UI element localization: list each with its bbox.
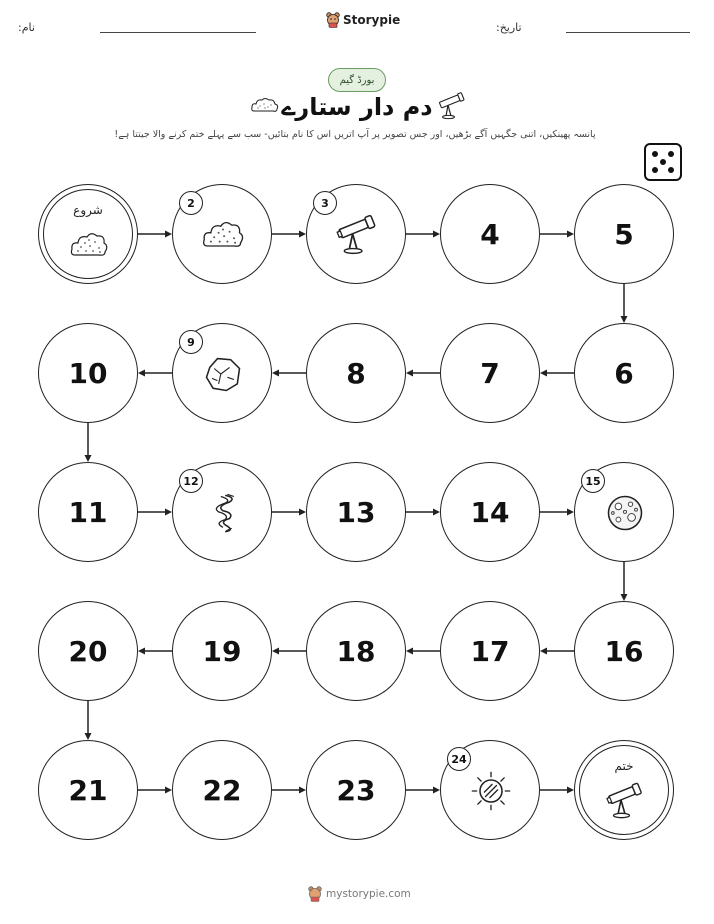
- arrow-head: [138, 648, 145, 655]
- bear-icon: [308, 886, 322, 902]
- space-number: 16: [604, 634, 644, 668]
- start-label: شروع: [73, 203, 103, 217]
- space-number: 5: [614, 217, 634, 251]
- arrow-head: [138, 370, 145, 377]
- arrow-head: [272, 370, 279, 377]
- space-number-badge: 3: [313, 191, 337, 215]
- footer: [308, 886, 411, 902]
- board-space-15[interactable]: [574, 462, 674, 562]
- board-space-4[interactable]: [440, 184, 540, 284]
- board-space-20[interactable]: [38, 601, 138, 701]
- arrow-head: [540, 648, 547, 655]
- arrow-head: [406, 370, 413, 377]
- space-number-badge: 12: [179, 469, 203, 493]
- space-number: 8: [346, 356, 366, 390]
- board-space-13[interactable]: [306, 462, 406, 562]
- sun-icon: [469, 769, 513, 813]
- page-title: دم دار ستارے: [281, 93, 433, 121]
- board-space-11[interactable]: [38, 462, 138, 562]
- space-number-badge: 15: [581, 469, 605, 493]
- brand-name: Storypie: [343, 13, 401, 27]
- arrow-head: [165, 787, 172, 794]
- arrow-head: [165, 231, 172, 238]
- space-number: 22: [202, 773, 242, 807]
- space-number: 13: [336, 495, 376, 529]
- arrow-head: [299, 787, 306, 794]
- name-label: نام:: [18, 21, 35, 34]
- comet-tail-icon: [201, 491, 245, 535]
- arrow-head: [299, 231, 306, 238]
- board-space-8[interactable]: [306, 323, 406, 423]
- cloud-icon: [201, 213, 245, 257]
- space-number: 4: [480, 217, 500, 251]
- arrow-head: [272, 648, 279, 655]
- space-number-badge: 24: [447, 747, 471, 771]
- finish-space[interactable]: [574, 740, 674, 840]
- board-space-6[interactable]: [574, 323, 674, 423]
- board-space-12[interactable]: [172, 462, 272, 562]
- board-space-16[interactable]: [574, 601, 674, 701]
- arrow-head: [567, 787, 574, 794]
- telescope-icon: [335, 213, 379, 257]
- instructions-text: پانسہ پھینکیں، اتنی جگہیں آگے بڑھیں، اور جس تصویر پر آپ اتریں اس کا نام بتائیں- سب سے پہلے ختم کرنے والا جیتتا ہے!: [114, 129, 596, 140]
- space-number: 19: [202, 634, 242, 668]
- arrow-head: [85, 455, 92, 462]
- board-space-2[interactable]: [172, 184, 272, 284]
- footer-url: mystorypie.com: [326, 888, 411, 900]
- arrow-head: [433, 509, 440, 516]
- space-number: 14: [470, 495, 510, 529]
- arrow-head: [165, 509, 172, 516]
- board-space-7[interactable]: [440, 323, 540, 423]
- board-game-badge: بورڈ گیم: [328, 68, 386, 92]
- space-number: 18: [336, 634, 376, 668]
- board-space-23[interactable]: [306, 740, 406, 840]
- space-number: 23: [336, 773, 376, 807]
- space-number: 6: [614, 356, 634, 390]
- arrow-head: [299, 509, 306, 516]
- arrow-head: [621, 594, 628, 601]
- board-space-3[interactable]: [306, 184, 406, 284]
- arrow-head: [567, 231, 574, 238]
- space-number-badge: 9: [179, 330, 203, 354]
- arrow-head: [567, 509, 574, 516]
- space-number: 10: [68, 356, 108, 390]
- moon-icon: [603, 491, 647, 535]
- arrow-head: [621, 316, 628, 323]
- board-space-19[interactable]: [172, 601, 272, 701]
- space-number-badge: 2: [179, 191, 203, 215]
- board-space-18[interactable]: [306, 601, 406, 701]
- arrow-head: [540, 370, 547, 377]
- arrow-head: [433, 787, 440, 794]
- arrow-head: [85, 733, 92, 740]
- arrow-head: [433, 231, 440, 238]
- space-number: 20: [68, 634, 108, 668]
- space-number: 11: [68, 495, 108, 529]
- arrow-head: [406, 648, 413, 655]
- asteroid-rock-icon: [201, 352, 245, 396]
- board-space-24[interactable]: [440, 740, 540, 840]
- space-number: 21: [68, 773, 108, 807]
- start-space[interactable]: [38, 184, 138, 284]
- board-space-10[interactable]: [38, 323, 138, 423]
- board-space-9[interactable]: [172, 323, 272, 423]
- telescope-icon: [605, 781, 645, 821]
- space-number: 7: [480, 356, 500, 390]
- finish-label: ختم: [614, 759, 634, 773]
- board-space-22[interactable]: [172, 740, 272, 840]
- space-number: 17: [470, 634, 510, 668]
- board-space-17[interactable]: [440, 601, 540, 701]
- cloud-icon: [69, 225, 109, 265]
- date-label: تاریخ:: [496, 21, 522, 34]
- board-space-5[interactable]: [574, 184, 674, 284]
- board-space-21[interactable]: [38, 740, 138, 840]
- board-space-14[interactable]: [440, 462, 540, 562]
